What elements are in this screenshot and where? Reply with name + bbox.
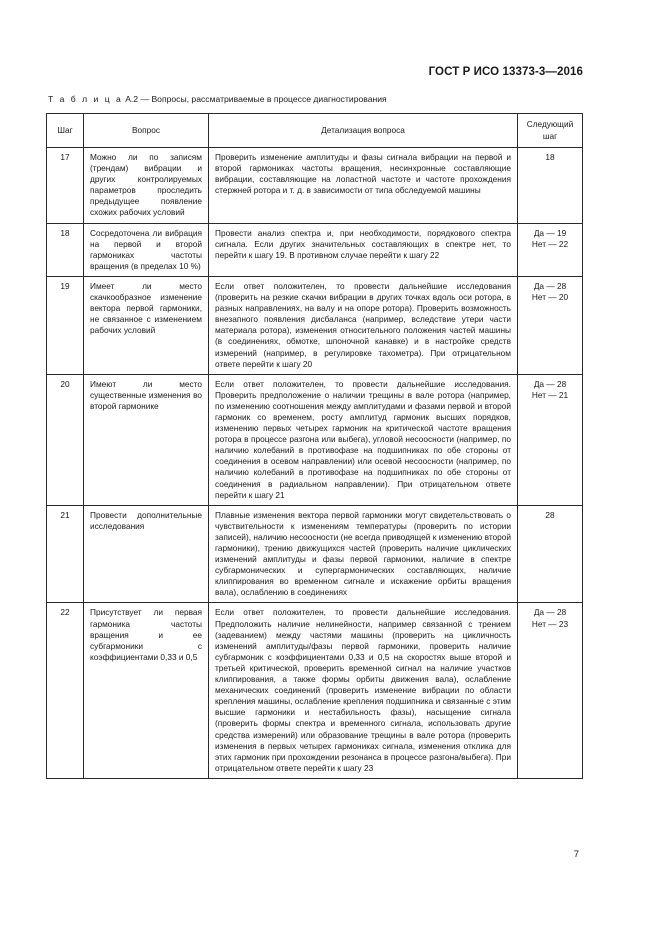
step-cell: 22	[47, 603, 84, 778]
column-header-question: Вопрос	[84, 114, 209, 148]
question-cell: Присутствует ли первая гармоника частоты вращения и ее субгармоники с коэффициентами 0,33 и 0,5	[84, 603, 209, 778]
detail-cell: Если ответ положителен, то провести дальнейшие исследования. Проверить предположение о наличии трещины в вале ротора (например, по изменению соотношения между амплитудами и фазами первой и второй гармоник со временем, росту амплитуд гармоник высших порядков, изменению первых четырех гармоник на критической частоте вращения ротора в процессе разгона или выбега), угловой несоосности (например, по наличию колебаний в противофазе на подшипниках по обе стороны от соединения в осевом направлении) или осевой несоосности (например, по наличию колебаний в противофазе на подшипниках по обе стороны от соединения в радиальном направлении). При отрицательном ответе перейти к шагу 21	[209, 374, 518, 505]
next-step-cell: Да — 28 Нет — 23	[518, 603, 583, 778]
diagnostics-table	[46, 113, 583, 779]
page-number: 7	[573, 849, 579, 860]
step-cell: 17	[47, 148, 84, 224]
step-cell: 19	[47, 276, 84, 374]
question-cell: Имеет ли место скачкообразное изменение вектора первой гармоники, не связанное с изменением рабочих условий	[84, 276, 209, 374]
column-header-next-step: Следующий шаг	[518, 114, 583, 148]
column-header-step: Шаг	[47, 114, 84, 148]
table-row	[47, 505, 583, 603]
table-row	[47, 276, 583, 374]
table-header-row	[47, 114, 583, 148]
next-step-cell: Да — 28 Нет — 21	[518, 374, 583, 505]
detail-cell: Проверить изменение амплитуды и фазы сигнала вибрации на первой и второй гармониках частоты вращения, несинхронные составляющие вибрации, составляющие на лопастной частоте и частоте прохождения стержней ротора и т. д. в зависимости от типа обследуемой машины	[209, 148, 518, 224]
detail-cell: Плавные изменения вектора первой гармоники могут свидетельствовать о чувствительности к изменениям температуры (проверить по истории записей), наличию несоосности (не всегда приводящей к изменению второй гармоники), трению движущихся частей (проверить наличие циклических изменений амплитуды и фазы первой гармоники, наличие в спектре субгармонических и супергармонических составляющих, наличие клиппирования во временном сигнале и искажение орбиты вращения вала), ослаблению в соединениях	[209, 505, 518, 603]
table-caption	[48, 94, 387, 104]
next-step-cell: 18	[518, 148, 583, 224]
next-step-cell: 28	[518, 505, 583, 603]
detail-cell: Если ответ положителен, то провести дальнейшие исследования. Предположить наличие нелинейности, например связанной с трением (задеванием) между частями машины (проверить на цикличность изменений амплитуды/фазы первой гармоники, проверить наличие субгармоник с коэффициентами 0,33 и 0,5 на скоростях выше второй и третьей критической, проверить временной сигнал на наличие участков клиппирования, а также формы орбиты движения вала), ослабление механических соединений (проверить изменение вибрации по области крепления машины, ослабление крепления подшипника и связанные с этим высшие гармоники и нестабильность фазы), насыщение сигнала (проверить формы спектра и временного сигнала, использовать другие средства измерений) или образование трещины в вале ротора (проверить изменения в первых четырех гармониках сигнала, изменения отклика для этих гармоник при прохождении резонанса в процессе разгона/выбега). При отрицательном ответе перейти к шагу 23	[209, 603, 518, 778]
step-cell: 21	[47, 505, 84, 603]
step-cell: 20	[47, 374, 84, 505]
table-row	[47, 374, 583, 505]
table-row	[47, 223, 583, 276]
column-header-detail: Детализация вопроса	[209, 114, 518, 148]
table-row	[47, 148, 583, 224]
table-caption-text: А.2 — Вопросы, рассматриваемые в процессе диагностирования	[125, 94, 387, 104]
detail-cell: Если ответ положителен, то провести дальнейшие исследования (проверить на резкие скачки вибрации в других точках вдоль оси ротора, в разных направлениях, на валу и на опоре ротора). Проверить возможность внезапного появления дисбаланса (например, вследствие утери части материала ротора), изменения относительного положения частей машины (в соединениях, обмотке, шпоночной канавке) и в настройке средств измерений (например, в регулировке тахометра). При отрицательном ответе перейти к шагу 20	[209, 276, 518, 374]
next-step-cell: Да — 19 Нет — 22	[518, 223, 583, 276]
document-header: ГОСТ Р ИСО 13373-3—2016	[428, 66, 583, 78]
next-step-cell: Да — 28 Нет — 20	[518, 276, 583, 374]
question-cell: Имеют ли место существенные изменения во второй гармонике	[84, 374, 209, 505]
question-cell: Провести дополнительные исследования	[84, 505, 209, 603]
question-cell: Сосредоточена ли вибрация на первой и второй гармониках частоты вращения (в пределах 10 %)	[84, 223, 209, 276]
step-cell: 18	[47, 223, 84, 276]
detail-cell: Провести анализ спектра и, при необходимости, порядкового спектра сигнала. Если других значительных составляющих в спектре нет, то перейти к шагу 19. В противном случае перейти к шагу 22	[209, 223, 518, 276]
table-caption-prefix: Т а б л и ц а	[48, 94, 123, 104]
table-row	[47, 603, 583, 778]
question-cell: Можно ли по записям (трендам) вибрации и других контролируемых параметров проследить предыдущее появление схожих рабочих условий	[84, 148, 209, 224]
